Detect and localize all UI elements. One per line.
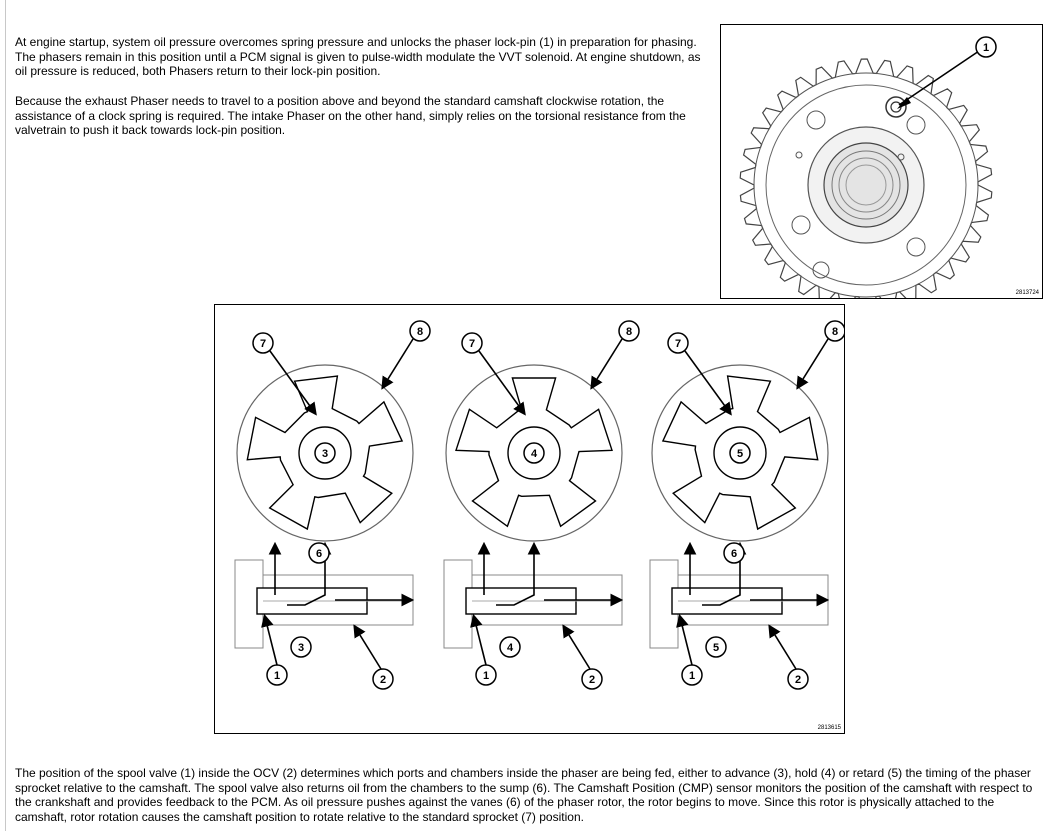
ocv-positions-drawing: [215, 305, 844, 733]
figure-id-label: 2813724: [1015, 290, 1039, 296]
paragraph-exhaust-phaser: Because the exhaust Phaser needs to travel to a position above and beyond the standard camshaft clockwise rotation, the assistance of a clock spring is required. The intake Phaser on the other hand, simply relies on the torsional resistance from the valvetrain to push it back towards lock-pin position.: [15, 94, 686, 138]
callout-port-1: 3: [297, 642, 305, 654]
paragraph-spool-valve: The position of the spool valve (1) inside the OCV (2) determines which ports and chambers inside the phaser are being fed, either to advance (3), hold (4) or retard (5) the timing of the phaser sprocket relative to the camshaft. The spool valve also returns oil from the chambers to the sump (6). The Camshaft Position (CMP) sensor monitors the position of the camshaft with respect to the crankshaft and provides feedback to the PCM. As oil pressure pushes against the vanes (6) of the phaser rotor, the rotor begins to move. Since this rotor is physically attached to the camshaft, rotor rotation causes the camshaft position to rotate relative to the standard sprocket (7) position.: [15, 766, 1033, 824]
callout-port-2: 4: [506, 642, 514, 654]
callout-sprocket-1: 7: [259, 338, 267, 350]
ocv-positions-figure: [214, 304, 845, 734]
callout-center-2: 4: [530, 448, 538, 460]
callout-ocv-2: 2: [588, 674, 596, 686]
callout-ocv-3: 2: [794, 674, 802, 686]
figure-id-label: 2813615: [817, 725, 841, 731]
callout-sprocket-3: 7: [674, 338, 682, 350]
callout-sprocket-2: 7: [468, 338, 476, 350]
callout-center-3: 5: [736, 448, 744, 460]
callout-disc-2: 8: [625, 326, 633, 338]
callout-spool-2: 1: [482, 670, 490, 682]
phaser-sprocket-drawing: [721, 25, 1042, 298]
left-border-line: [5, 0, 6, 831]
valve-panel-2: [444, 321, 639, 689]
callout-center-1: 3: [321, 448, 329, 460]
callout-disc-1: 8: [416, 326, 424, 338]
callout-disc-3: 8: [831, 326, 839, 338]
callout-ocv-1: 2: [379, 674, 387, 686]
callout-spool-1: 1: [273, 670, 281, 682]
paragraph-startup: At engine startup, system oil pressure overcomes spring pressure and unlocks the phaser lock-pin (1) in preparation for phasing. The phasers remain in this position until a PCM signal is given to pulse-width modulate the VVT solenoid. At engine shutdown, as oil pressure is reduced, both Phasers return to their lock-pin position.: [15, 35, 701, 79]
callout-spool-3: 1: [688, 670, 696, 682]
valve-panel-1: [235, 321, 430, 689]
phaser-sprocket-figure: [720, 24, 1043, 299]
callout-port-3: 5: [712, 642, 720, 654]
callout-sump-1: 6: [315, 548, 323, 560]
valve-panel-3: [650, 321, 844, 689]
callout-sump-3: 6: [730, 548, 738, 560]
callout-lock-pin: 1: [982, 42, 990, 54]
